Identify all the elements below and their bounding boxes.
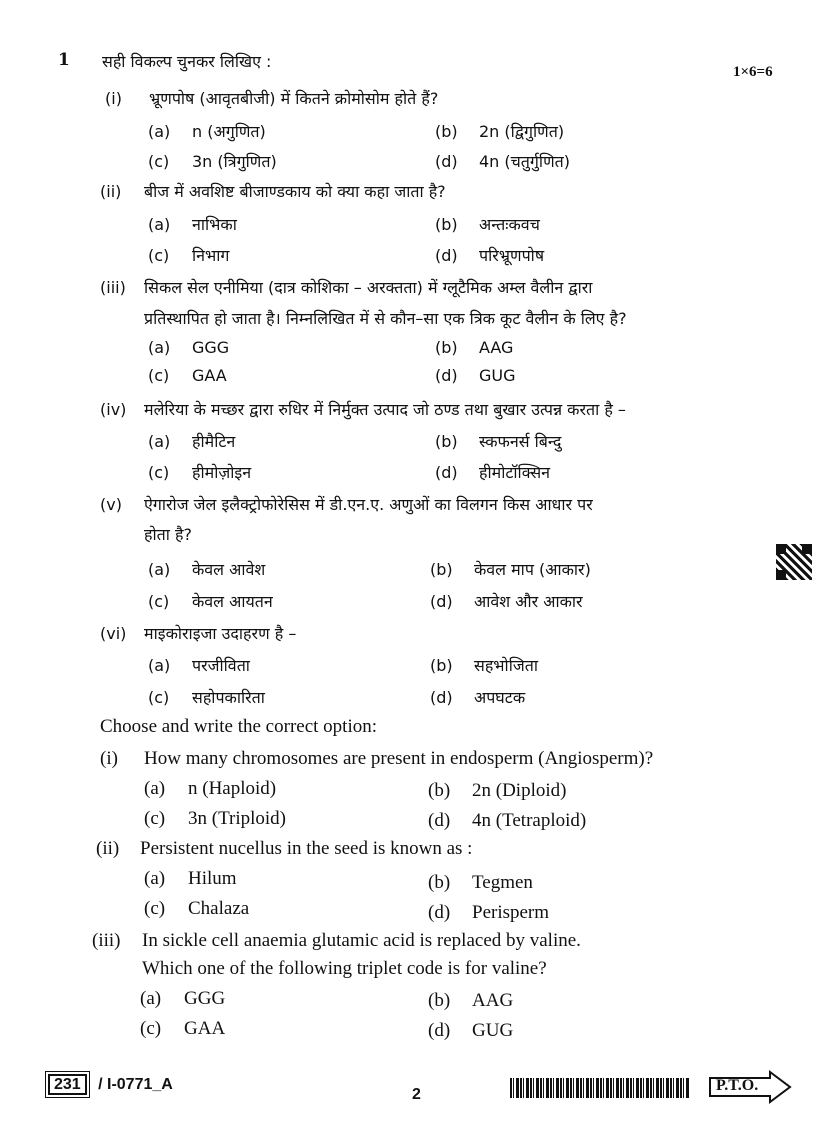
hindi-question-1	[105, 87, 438, 109]
option-text: परिभ्रूणपोष	[479, 246, 545, 265]
option	[430, 590, 583, 612]
option-label: (c)	[148, 592, 170, 611]
option	[428, 902, 549, 924]
option-text: अपघटक	[474, 688, 526, 707]
option-label: (b)	[428, 990, 451, 1011]
option-text: n (अगुणित)	[192, 122, 266, 141]
option-text: GAA	[184, 1018, 226, 1039]
option-text: केवल माप (आकार)	[474, 560, 591, 579]
option-label: (d)	[430, 688, 453, 707]
option-label: (c)	[144, 808, 166, 829]
option-text: सहभोजिता	[474, 656, 538, 675]
option	[428, 810, 586, 832]
question-text: ऐगारोज जेल इलैक्ट्रोफोरेसिस में डी.एन.ए. अणुओं का विलगन किस आधार पर	[144, 495, 593, 514]
option-label: (b)	[435, 432, 458, 451]
option	[435, 338, 513, 357]
option-label: (b)	[435, 122, 458, 141]
footer-paper-code	[48, 1074, 173, 1094]
option-label: (c)	[148, 463, 170, 482]
hindi-instruction: सही विकल्प चुनकर लिखिए :	[102, 52, 272, 71]
option	[428, 1020, 513, 1042]
option	[435, 120, 564, 142]
option-label: (d)	[428, 1020, 451, 1041]
english-question-1	[100, 748, 653, 770]
option-text: AAG	[472, 990, 514, 1011]
option	[148, 213, 237, 235]
option	[144, 898, 249, 920]
option-label: (b)	[435, 215, 458, 234]
option-text: परजीविता	[192, 656, 250, 675]
option-text: केवल आवेश	[192, 560, 266, 579]
question-num: (i)	[100, 748, 118, 769]
option	[148, 461, 251, 483]
option-label: (d)	[428, 810, 451, 831]
option-text: हीमोटॉक्सिन	[479, 463, 551, 482]
option-label: (b)	[428, 780, 451, 801]
marks-allocation: 1×6=6	[733, 64, 773, 80]
option-label: (d)	[435, 463, 458, 482]
option-text: 4n (चतुर्गुणित)	[479, 152, 571, 171]
option-text: केवल आयतन	[192, 592, 273, 611]
option-label: (d)	[428, 902, 451, 923]
question-text-line2: Which one of the following triplet code is for valine?	[142, 958, 547, 979]
option-text: AAG	[479, 338, 514, 357]
question-number: 1	[58, 50, 70, 70]
qr-code-icon	[776, 544, 812, 580]
option	[148, 430, 235, 452]
option-text: Hilum	[188, 868, 237, 889]
question-num: (ii)	[100, 182, 122, 201]
option-label: (c)	[144, 898, 166, 919]
barcode-icon	[510, 1078, 690, 1098]
option	[428, 780, 566, 802]
option-label: (c)	[148, 366, 170, 385]
option-label: (a)	[148, 432, 171, 451]
option-label: (d)	[430, 592, 453, 611]
question-text: माइकोराइजा उदाहरण है –	[144, 624, 297, 643]
option	[148, 558, 265, 580]
option-text: GUG	[472, 1020, 514, 1041]
question-text: Persistent nucellus in the seed is known as :	[140, 838, 473, 859]
option	[144, 778, 276, 800]
option	[430, 558, 591, 580]
option-text: Perisperm	[472, 902, 550, 923]
option-text: GAA	[192, 366, 227, 385]
option-label: (a)	[140, 988, 162, 1009]
option-text: नाभिका	[192, 215, 237, 234]
option-label: (b)	[430, 656, 453, 675]
option-text: n (Haploid)	[188, 778, 277, 799]
option	[435, 366, 516, 385]
english-question-2	[96, 838, 472, 860]
option-text: अन्तःकवच	[479, 215, 540, 234]
paper-code: / I-0771_A	[98, 1076, 173, 1093]
option-text: स्कफनर्स बिन्दु	[479, 432, 562, 451]
option-label: (b)	[430, 560, 453, 579]
option-text: Chalaza	[188, 898, 250, 919]
question-num: (ii)	[96, 838, 120, 859]
option	[430, 654, 538, 676]
question-text-line2: प्रतिस्थापित हो जाता है। निम्नलिखित में से कौन–सा एक त्रिक कूट वैलीन के लिए है?	[144, 309, 627, 328]
question-num: (v)	[100, 495, 122, 514]
option-text: निभाग	[192, 246, 230, 265]
question-text: बीज में अवशिष्ट बीजाण्डकाय को क्या कहा जाता है?	[144, 182, 446, 201]
option-text: GUG	[479, 366, 516, 385]
option	[435, 213, 540, 235]
english-question-3	[92, 930, 581, 952]
question-num: (iv)	[100, 400, 127, 419]
pto-arrow	[708, 1070, 792, 1109]
option	[140, 1018, 225, 1040]
option	[435, 461, 550, 483]
option-text: हीमैटिन	[192, 432, 236, 451]
option	[435, 430, 561, 452]
question-num: (iii)	[92, 930, 121, 951]
centre-code-box: 231	[48, 1074, 87, 1095]
option-text: हीमोज़ोइन	[192, 463, 252, 482]
option-text: GGG	[192, 338, 230, 357]
option-text: 2n (Diploid)	[472, 780, 567, 801]
page-number: 2	[412, 1086, 421, 1103]
option-label: (a)	[144, 778, 166, 799]
option-label: (a)	[148, 215, 171, 234]
option	[148, 686, 265, 708]
option-label: (c)	[148, 688, 170, 707]
option-label: (a)	[148, 338, 171, 357]
hindi-question-3	[100, 276, 592, 298]
option-text: आवेश और आकार	[474, 592, 583, 611]
option	[430, 686, 525, 708]
option-label: (c)	[148, 246, 170, 265]
option	[428, 990, 513, 1012]
option	[148, 366, 227, 385]
option	[435, 244, 544, 266]
option	[148, 338, 229, 357]
option-label: (d)	[435, 246, 458, 265]
hindi-question-4	[100, 398, 626, 420]
option-label: (c)	[148, 152, 170, 171]
option	[148, 590, 273, 612]
option-text: 2n (द्विगुणित)	[479, 122, 565, 141]
option-text: 3n (त्रिगुणित)	[192, 152, 277, 171]
option-label: (d)	[435, 366, 458, 385]
option	[144, 808, 286, 830]
question-text-line2: होता है?	[144, 525, 192, 544]
option-label: (d)	[435, 152, 458, 171]
option-label: (a)	[148, 656, 171, 675]
question-num: (i)	[105, 89, 122, 108]
question-text: भ्रूणपोष (आवृतबीजी) में कितने क्रोमोसोम होते हैं?	[149, 89, 439, 108]
option-text: Tegmen	[472, 872, 533, 893]
hindi-question-5	[100, 493, 593, 515]
option	[428, 872, 533, 894]
option-text: सहोपकारिता	[192, 688, 265, 707]
hindi-question-2	[100, 180, 446, 202]
option	[148, 120, 266, 142]
question-num: (vi)	[100, 624, 127, 643]
option	[435, 150, 570, 172]
option-label: (a)	[144, 868, 166, 889]
option-label: (a)	[148, 122, 171, 141]
english-instruction: Choose and write the correct option:	[100, 716, 378, 737]
option	[148, 244, 229, 266]
option-text: 3n (Triploid)	[188, 808, 287, 829]
option-text: 4n (Tetraploid)	[472, 810, 587, 831]
pto-label: P.T.O.	[716, 1077, 759, 1094]
option	[148, 654, 250, 676]
option-label: (b)	[428, 872, 451, 893]
question-text: मलेरिया के मच्छर द्वारा रुधिर में निर्मुक्त उत्पाद जो ठण्ड तथा बुखार उत्पन्न करता है –	[144, 400, 626, 419]
question-text: How many chromosomes are present in endosperm (Angiosperm)?	[144, 748, 654, 769]
question-num: (iii)	[100, 278, 126, 297]
option-label: (b)	[435, 338, 458, 357]
question-text: सिकल सेल एनीमिया (दात्र कोशिका – अरक्तता) में ग्लूटैमिक अम्ल वैलीन द्वारा	[144, 278, 593, 297]
option	[148, 150, 277, 172]
option-label: (a)	[148, 560, 171, 579]
hindi-question-6	[100, 622, 296, 644]
option-label: (c)	[140, 1018, 162, 1039]
question-text: In sickle cell anaemia glutamic acid is replaced by valine.	[142, 930, 581, 951]
option-text: GGG	[184, 988, 226, 1009]
option	[140, 988, 225, 1010]
option	[144, 868, 237, 890]
